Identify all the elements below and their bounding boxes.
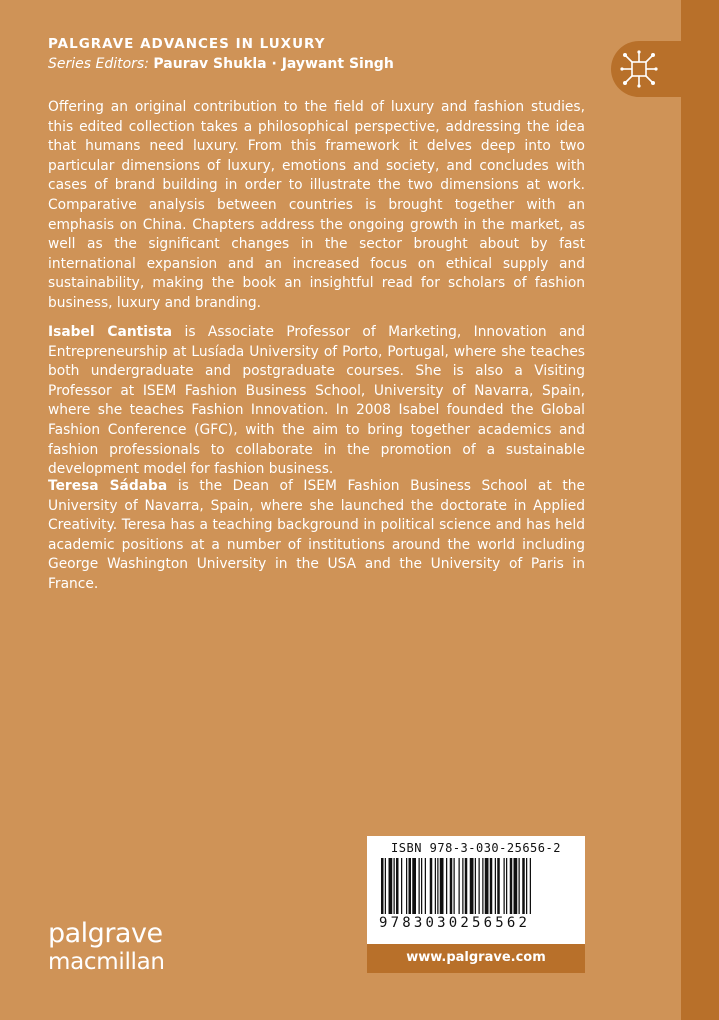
publisher-url-bar (367, 944, 585, 973)
publisher-logo-line2: macmillan (48, 949, 165, 975)
series-editors-names: Paurav Shukla · Jaywant Singh (153, 56, 394, 72)
author-bio-text-1: is Associate Professor of Marketing, Innovation and Entrepreneurship at Lusíada University of Porto, Portugal, where she teaches both undergraduate and postgraduate courses. She is also a Visiting Professor at ISEM Fashion Business School, University of Navarra, Spain, where she teaches Fashion Innovation. In 2008 Isabel founded the Global Fashion Conference (GFC), with the aim to bring together academics and fashion professionals to collaborate in the promotion of a sustainable development model for fashion business. (48, 324, 586, 478)
palgrave-star-icon (620, 50, 658, 88)
series-title: PALGRAVE ADVANCES IN LUXURY (48, 36, 326, 52)
author-bio-text-2: is the Dean of ISEM Fashion Business School at the University of Navarra, Spain, where she launched the doctorate in Applied Creativity. Teresa has a teaching background in political science and has held academic positions at a number of institutions around the world including George Washington University in the USA and the University of Paris in France. (48, 478, 585, 592)
barcode-image (379, 858, 573, 914)
isbn-label: ISBN 978-3-030-25656-2 (391, 841, 561, 855)
author-bio-2 (48, 477, 585, 595)
publisher-badge (611, 41, 681, 97)
series-editors-label: Series Editors: (48, 56, 149, 72)
spine-strip (681, 0, 719, 1020)
publisher-logo-line1: palgrave (48, 918, 163, 949)
barcode-panel (367, 836, 585, 973)
author-name-1: Isabel Cantista (48, 324, 173, 340)
author-name-2: Teresa Sádaba (48, 478, 168, 494)
barcode-digits: 9783030256562 (379, 915, 531, 931)
series-editors (48, 56, 394, 72)
publisher-logo (48, 920, 165, 976)
publisher-url: www.palgrave.com (406, 950, 546, 965)
author-bio-1 (48, 323, 585, 480)
book-blurb: Offering an original contribution to the field of luxury and fashion studies, this edited collection takes a philosophical perspective, addressing the idea that humans need luxury. From this framework it delves deep into two particular dimensions of luxury, emotions and society, and concludes with cases of brand building in order to illustrate the two dimensions at work. Comparative analysis between countries is brought together with an emphasis on China. Chapters address the ongoing growth in the market, as well as the significant changes in the sector brought about by fast international expansion and an increased focus on ethical supply and sustainability, making the book an insightful read for scholars of fashion business, luxury and branding. (48, 99, 585, 311)
